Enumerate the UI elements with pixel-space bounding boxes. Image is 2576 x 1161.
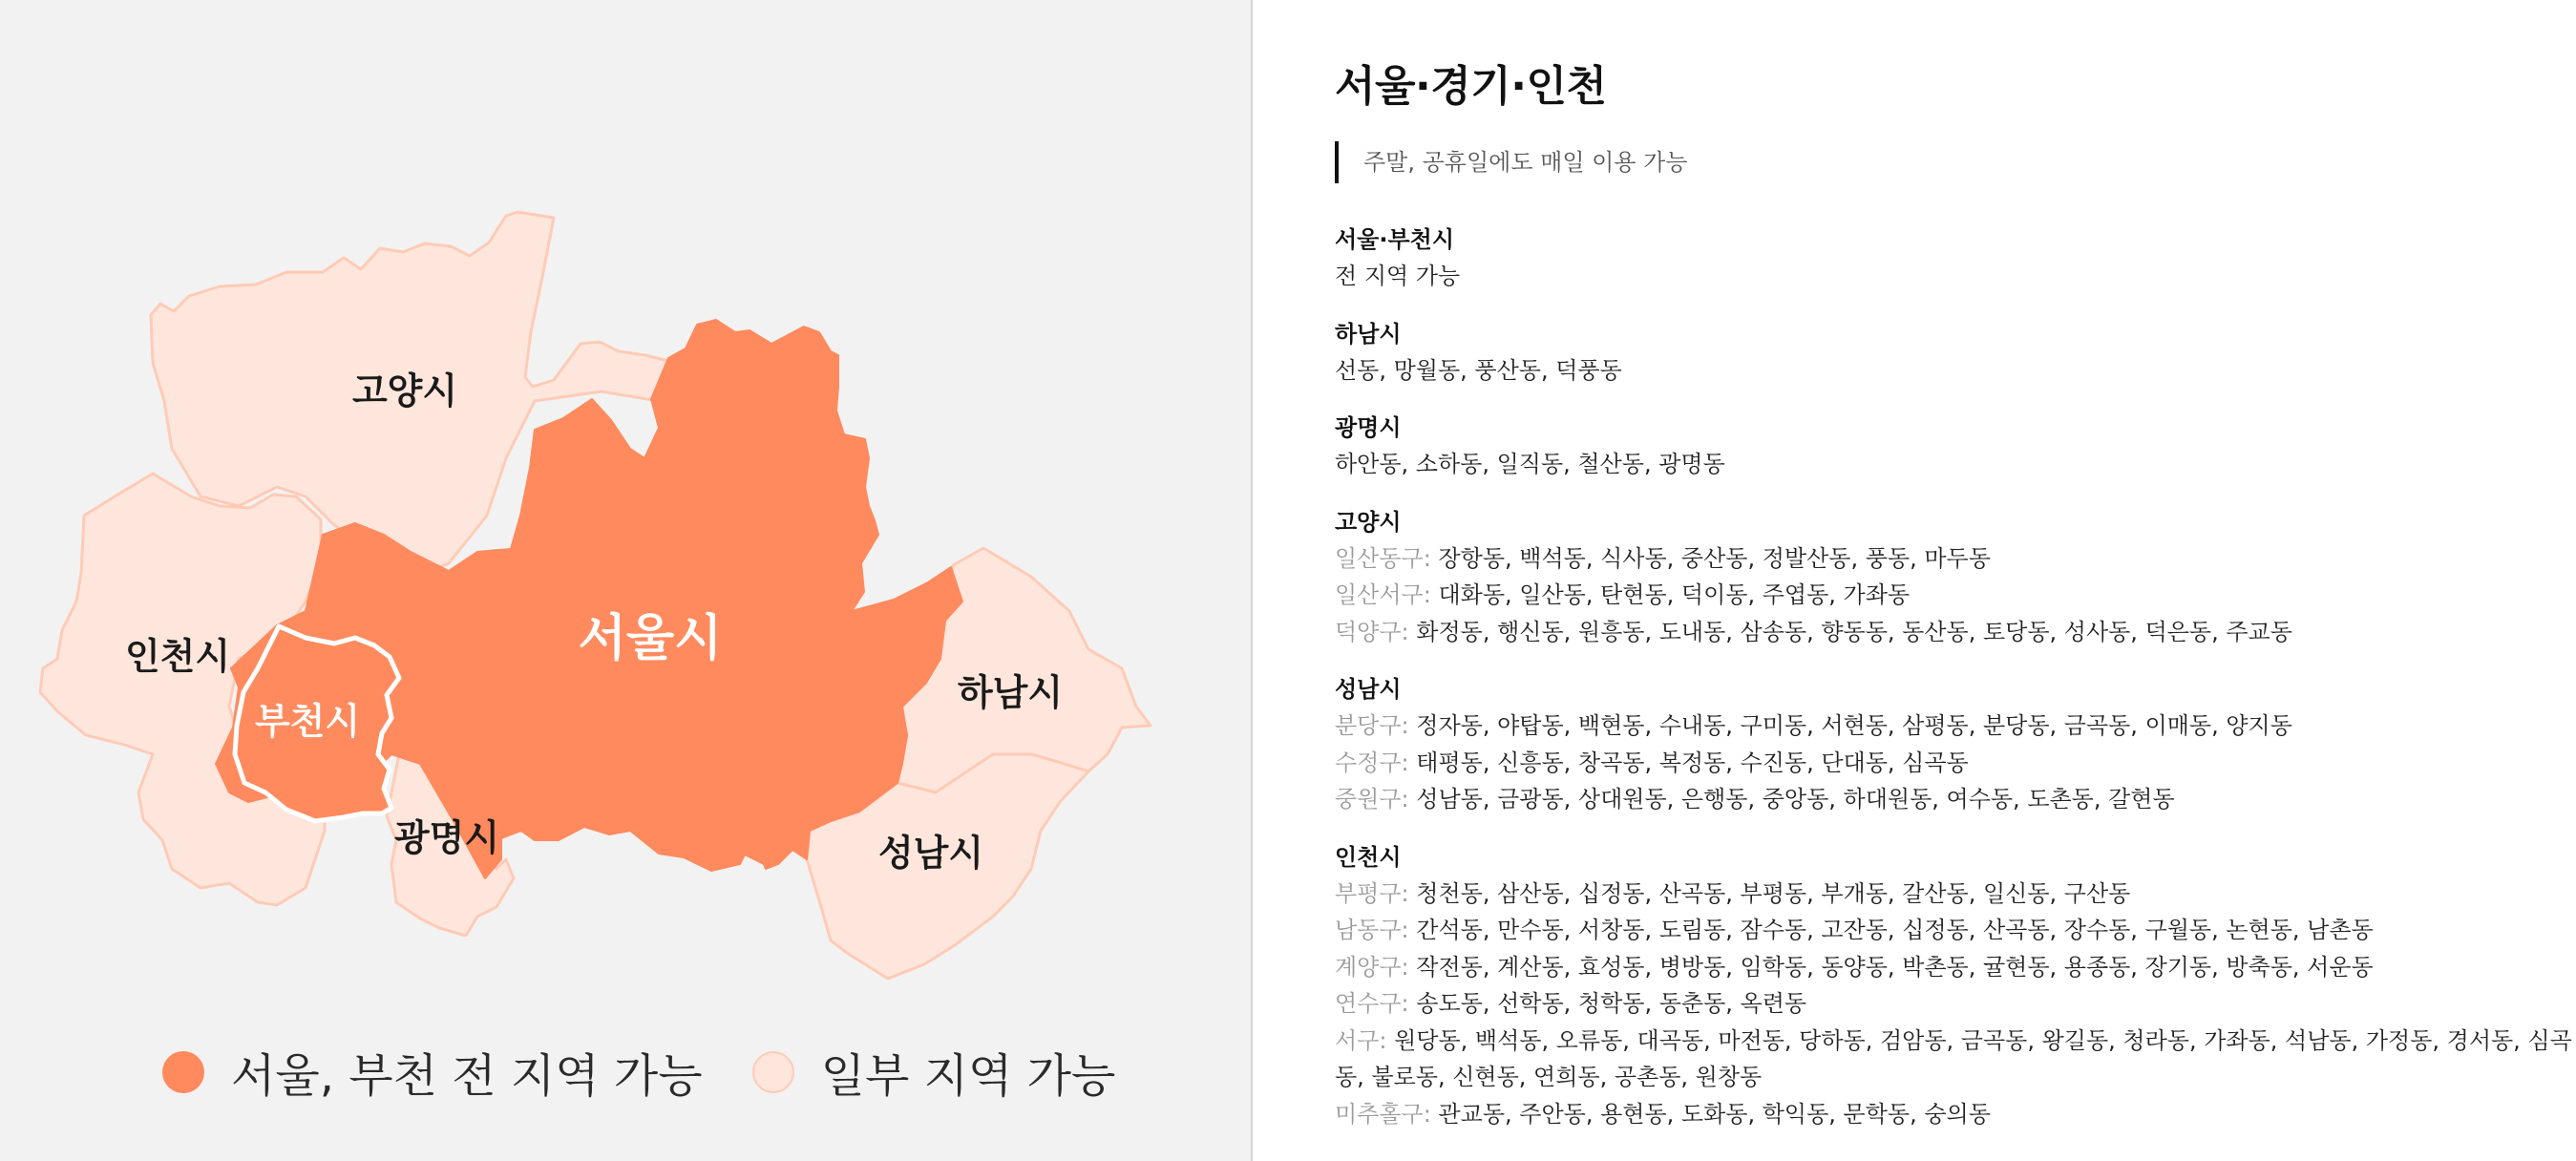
neighborhood-list: 하안동, 소하동, 일직동, 철산동, 광명동 bbox=[1335, 451, 1725, 477]
region-group-name: 서울·부천시 bbox=[1335, 226, 1455, 253]
region-group-name: 인천시 bbox=[1335, 843, 1402, 871]
coverage-map-panel bbox=[0, 0, 1253, 1161]
district-line bbox=[1335, 614, 2576, 651]
label-seongnam: 성남시 bbox=[877, 832, 984, 875]
legend-label-partial: 일부 지역 가능 bbox=[820, 1049, 1116, 1103]
label-goyang: 고양시 bbox=[351, 369, 458, 412]
district-line bbox=[1335, 352, 2576, 390]
district-name: 부평구: bbox=[1335, 879, 1409, 907]
neighborhood-list: 태평동, 신흥동, 창곡동, 복정동, 수진동, 단대동, 심곡동 bbox=[1416, 749, 1969, 776]
full-coverage-swatch bbox=[162, 1051, 204, 1093]
neighborhood-list: 전 지역 가능 bbox=[1335, 263, 1461, 289]
district-line bbox=[1335, 745, 2576, 782]
district-name: 연수구: bbox=[1335, 990, 1409, 1017]
district-name: 수정구: bbox=[1335, 749, 1409, 776]
region-group-name: 광명시 bbox=[1335, 414, 1402, 441]
map-legend bbox=[162, 1039, 1165, 1105]
district-line bbox=[1335, 446, 2576, 483]
district-line bbox=[1335, 985, 2576, 1023]
district-name: 계양구: bbox=[1335, 953, 1409, 981]
label-hanam: 하남시 bbox=[957, 671, 1064, 714]
neighborhood-list: 성남동, 금광동, 상대원동, 은행동, 중앙동, 하대원동, 여수동, 도촌동, 갈현동 bbox=[1416, 786, 2175, 813]
label-incheon: 인천시 bbox=[124, 635, 231, 678]
district-line bbox=[1335, 781, 2576, 818]
neighborhood-list: 간석동, 만수동, 서창동, 도림동, 잠수동, 고잔동, 십정동, 산곡동, 장수동, 구월동, 논현동, 남촌동 bbox=[1416, 917, 2374, 943]
district-name: 분당구: bbox=[1335, 712, 1409, 739]
region-list bbox=[1335, 222, 2576, 1132]
label-gwangmyeong: 광명시 bbox=[393, 816, 500, 859]
legend-item-partial bbox=[752, 1039, 1116, 1105]
neighborhood-list: 정자동, 야탑동, 백현동, 수내동, 구미동, 서현동, 삼평동, 분당동, 금곡동, 이매동, 양지동 bbox=[1416, 712, 2292, 739]
district-name: 중원구: bbox=[1335, 786, 1409, 813]
neighborhood-list: 작전동, 계산동, 효성동, 병방동, 임학동, 동양동, 박촌동, 귤현동, 용종동, 장기동, 방축동, 서운동 bbox=[1416, 953, 2374, 981]
label-seoul: 서울시 bbox=[578, 610, 723, 667]
neighborhood-list: 대화동, 일산동, 탄현동, 덕이동, 주엽동, 가좌동 bbox=[1438, 581, 1911, 608]
district-line bbox=[1335, 912, 2576, 949]
district-line bbox=[1335, 540, 2576, 578]
region-group bbox=[1335, 222, 2576, 295]
legend-label-full: 서울, 부천 전 지역 가능 bbox=[231, 1049, 703, 1103]
region-group-name: 고양시 bbox=[1335, 508, 1402, 536]
label-bucheon: 부천시 bbox=[254, 700, 361, 743]
coverage-map bbox=[0, 0, 1279, 1161]
district-name: 서구: bbox=[1335, 1026, 1387, 1054]
neighborhood-list: 관교동, 주안동, 용현동, 도화동, 학익동, 문학동, 숭의동 bbox=[1438, 1100, 1991, 1128]
district-name: 일산동구: bbox=[1335, 544, 1431, 572]
region-group bbox=[1335, 504, 2576, 651]
region-group bbox=[1335, 410, 2576, 483]
neighborhood-list: 청천동, 삼산동, 십정동, 산곡동, 부평동, 부개동, 갈산동, 일신동, 구산동 bbox=[1416, 879, 2131, 907]
district-line bbox=[1335, 1096, 2576, 1133]
district-name: 일산서구: bbox=[1335, 581, 1431, 608]
district-line bbox=[1335, 876, 2576, 913]
coverage-info-panel bbox=[1253, 0, 2576, 1161]
region-group bbox=[1335, 839, 2576, 1133]
partial-coverage-swatch bbox=[752, 1051, 794, 1093]
district-name: 덕양구: bbox=[1335, 618, 1409, 645]
district-line bbox=[1335, 707, 2576, 745]
district-line bbox=[1335, 577, 2576, 614]
page-title: 서울·경기·인천 bbox=[1335, 62, 1607, 111]
district-line bbox=[1335, 949, 2576, 986]
region-group-name: 하남시 bbox=[1335, 320, 1402, 348]
availability-notice: 주말, 공휴일에도 매일 이용 가능 bbox=[1335, 141, 2576, 183]
legend-item-full bbox=[162, 1039, 703, 1105]
neighborhood-list: 송도동, 선학동, 청학동, 동춘동, 옥련동 bbox=[1416, 990, 1807, 1017]
region-group-name: 성남시 bbox=[1335, 676, 1402, 703]
district-name: 미추홀구: bbox=[1335, 1100, 1431, 1128]
neighborhood-list: 장항동, 백석동, 식사동, 중산동, 정발산동, 풍동, 마두동 bbox=[1438, 544, 1991, 572]
region-group bbox=[1335, 671, 2576, 818]
neighborhood-list: 화정동, 행신동, 원흥동, 도내동, 삼송동, 향동동, 동산동, 토당동, 성사동, 덕은동, 주교동 bbox=[1416, 618, 2292, 645]
district-name: 남동구: bbox=[1335, 917, 1409, 943]
neighborhood-list: 원당동, 백석동, 오류동, 대곡동, 마전동, 당하동, 검암동, 금곡동, 왕길동, 청라동, 가좌동, 석남동, 가정동, 경서동, 심곡동, 불로동, 신현동, 연희동, 공촌동, 원창동 bbox=[1335, 1026, 2572, 1090]
region-group bbox=[1335, 316, 2576, 390]
neighborhood-list: 선동, 망월동, 풍산동, 덕풍동 bbox=[1335, 356, 1622, 384]
district-line bbox=[1335, 258, 2576, 295]
district-line bbox=[1335, 1023, 2576, 1096]
